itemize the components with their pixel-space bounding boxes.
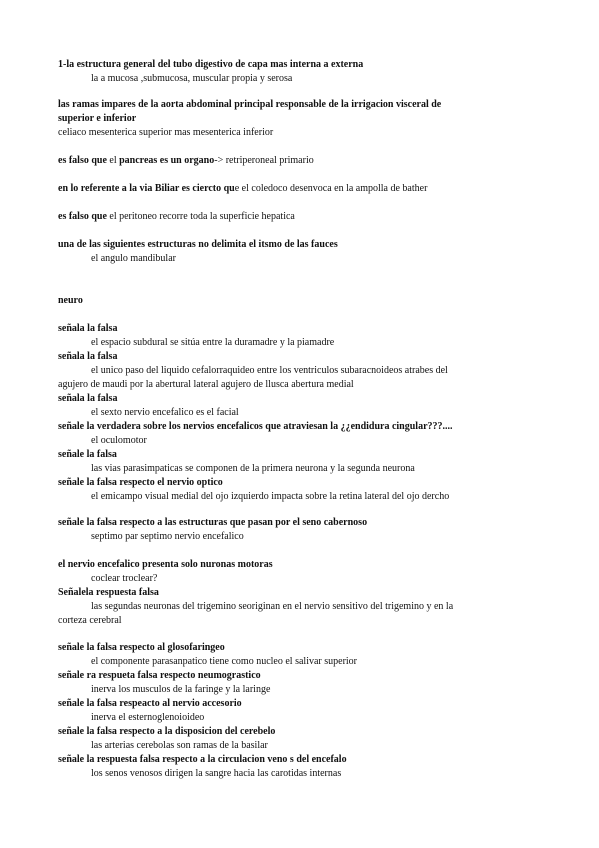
neuro-question-1: señala la falsa [58, 323, 118, 334]
neuro-question-8: el nervio encefalico presenta solo nuronas motoras [58, 559, 273, 570]
neuro-answer-3: el sexto nervio encefalico es el facial [91, 407, 239, 418]
question-1: 1-la estructura general del tubo digestivo de capa mas interna a externa [58, 59, 364, 70]
neuro-question-3: señala la falsa [58, 393, 118, 404]
neuro-question-13: señale la falsa respecto a la disposicion del cerebelo [58, 726, 276, 737]
answer-2: celiaco mesenterica superior mas mesenterica inferior [58, 127, 274, 138]
question-3-text: el [109, 155, 120, 166]
answer-1: la a mucosa ,submucosa, muscular propia y serosa [91, 73, 293, 84]
neuro-question-2: señala la falsa [58, 351, 118, 362]
question-5-answer: el peritoneo recorre toda la superficie hepatica [109, 211, 295, 222]
neuro-answer-2-line-1: el unico paso del liquido cefalorraquideo entre los ventriculos subaracnoideos atrabes del [91, 365, 448, 376]
section-heading: neuro [58, 295, 83, 306]
neuro-answer-12: inerva el esternoglenoioideo [91, 712, 205, 723]
neuro-question-9: Señalela respuesta falsa [58, 587, 159, 598]
neuro-answer-13: las arterias cerebolas son ramas de la basilar [91, 740, 268, 751]
question-4 [58, 182, 427, 196]
neuro-question-7: señale la falsa respecto a las estructuras que pasan por el seno cabernoso [58, 517, 368, 528]
neuro-question-11: señale ra respueta falsa respecto neumograstico [58, 670, 261, 681]
neuro-answer-9-line-1: las segundas neuronas del trigemino seoriginan en el nervio sensitivo del trigemino y en la [91, 601, 454, 612]
answer-6: el angulo mandibular [91, 253, 176, 264]
neuro-question-4: señale la verdadera sobre los nervios encefalicos que atraviesan la ¿¿endidura cingular???.... [58, 421, 453, 432]
question-3-answer: -> retriperoneal primario [214, 155, 314, 166]
question-5 [58, 210, 295, 224]
neuro-question-10: señale la falsa respecto al glosofaringeo [58, 642, 225, 653]
neuro-answer-11: inerva los musculos de la faringe y la laringe [91, 684, 271, 695]
neuro-answer-14: los senos venosos dirigen la sangre hacia las carotidas internas [91, 768, 342, 779]
neuro-answer-7: septimo par septimo nervio encefalico [91, 531, 244, 542]
neuro-answer-8: coclear troclear? [91, 573, 158, 584]
neuro-question-5: señale la falsa [58, 449, 117, 460]
neuro-answer-10: el componente parasanpatico tiene como nucleo el salivar superior [91, 656, 358, 667]
question-5-bold: es falso que [58, 211, 110, 222]
neuro-answer-2-line-2: agujero de maudi por la abertural lateral agujero de llusca abertura medial [58, 379, 354, 390]
neuro-answer-6: el emicampo visual medial del ojo izquierdo impacta sobre la retina lateral del ojo dercho [91, 491, 450, 502]
question-3-bold-2: pancreas es un organo [119, 155, 215, 166]
neuro-answer-9-line-2: corteza cerebral [58, 615, 122, 626]
neuro-answer-5: las vias parasimpaticas se componen de la primera neurona y la segunda neurona [91, 463, 415, 474]
neuro-answer-4: el oculomotor [91, 435, 147, 446]
question-6: una de las siguientes estructuras no delimita el itsmo de las fauces [58, 239, 338, 250]
question-4-bold: en lo referente a la via Biliar es ciercto qu [58, 183, 235, 194]
neuro-question-6: señale la falsa respecto el nervio optico [58, 477, 223, 488]
question-2-line-1: las ramas impares de la aorta abdominal principal responsable de la irrigacion visceral de [58, 99, 442, 110]
question-3 [58, 154, 314, 168]
neuro-question-12: señale la falsa respeacto al nervio accesorio [58, 698, 242, 709]
question-4-answer: e el coledoco desenvoca en la ampolla de bather [234, 183, 428, 194]
neuro-question-14: señale la respuesta falsa respecto a la circulacion veno s del encefalo [58, 754, 347, 765]
question-2-line-2: superior e inferior [58, 113, 137, 124]
neuro-answer-1: el espacio subdural se sitúa entre la duramadre y la piamadre [91, 337, 335, 348]
question-3-bold: es falso que [58, 155, 110, 166]
